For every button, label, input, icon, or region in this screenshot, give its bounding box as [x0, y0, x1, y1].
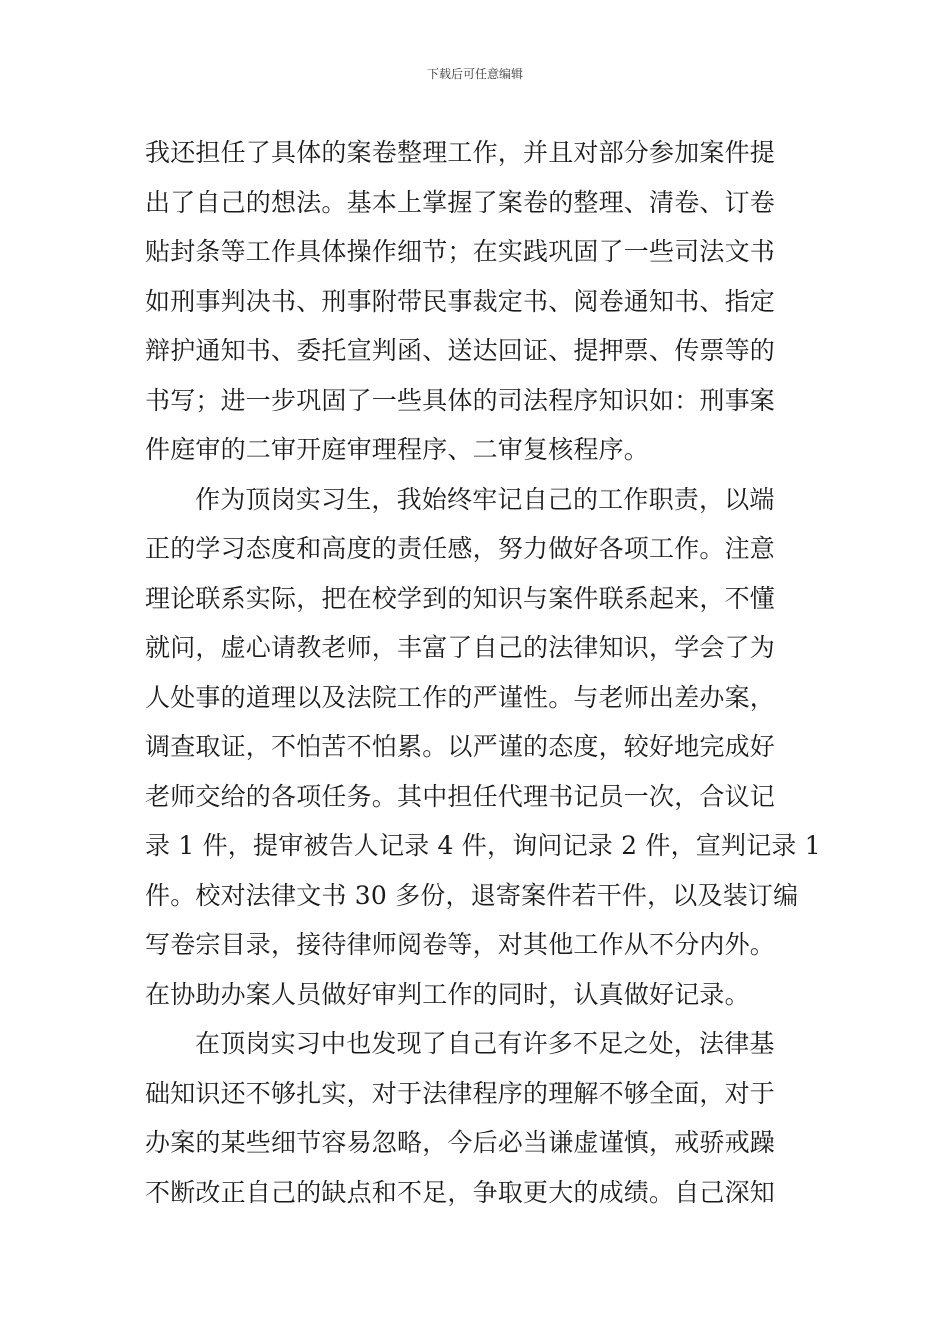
text-line: 在协助办案人员做好审判工作的同时，认真做好记录。 — [145, 979, 750, 1009]
text-line: 人处事的道理以及法院工作的严谨性。与老师出差办案， — [145, 682, 776, 712]
paragraph-1 — [145, 128, 810, 475]
text-line: 录 1 件，提审被告人记录 4 件，询问记录 2 件，宣判记录 1 — [145, 831, 821, 860]
text-line: 如刑事判决书、刑事附带民事裁定书、阅卷通知书、指定 — [145, 286, 776, 316]
text-line: 理论联系实际，把在校学到的知识与案件联系起来，不懂 — [145, 583, 776, 613]
text-line: 件。校对法律文书 30 多份，退寄案件若干件，以及装订编 — [145, 880, 799, 910]
text-line: 贴封条等工作具体操作细节；在实践巩固了一些司法文书 — [145, 237, 776, 266]
text-line: 出了自己的想法。基本上掌握了案卷的整理、清卷、订卷 — [145, 187, 776, 217]
text-line: 我还担任了具体的案卷整理工作，并且对部分参加案件提 — [145, 138, 776, 167]
text-line: 不断改正自己的缺点和不足，争取更大的成绩。自己深知 — [145, 1177, 776, 1207]
text-line: 础知识还不够扎实，对于法律程序的理解不够全面，对于 — [145, 1078, 776, 1108]
text-line: 正的学习态度和高度的责任感，努力做好各项工作。注意 — [145, 534, 776, 563]
text-line: 调查取证，不怕苦不怕累。以严谨的态度，较好地完成好 — [145, 732, 776, 761]
text-line: 老师交给的各项任务。其中担任代理书记员一次，合议记 — [145, 781, 776, 811]
document-body — [145, 128, 821, 1217]
text-line: 在顶岗实习中也发现了自己有许多不足之处，法律基 — [195, 1029, 775, 1058]
text-line: 件庭审的二审开庭审理程序、二审复核程序。 — [145, 435, 650, 464]
text-line: 办案的某些细节容易忽略，今后必当谦虚谨慎，戒骄戒躁 — [145, 1128, 776, 1157]
text-line: 就问，虚心请教老师，丰富了自己的法律知识，学会了为 — [145, 633, 776, 662]
text-line: 作为顶岗实习生，我始终牢记自己的工作职责，以端 — [195, 484, 775, 514]
page-header: 下载后可任意编辑 — [426, 67, 523, 81]
text-line: 书写；进一步巩固了一些具体的司法程序知识如：刑事案 — [145, 385, 776, 415]
text-line: 辩护通知书、委托宣判函、送达回证、提押票、传票等的 — [145, 336, 776, 365]
text-line: 写卷宗目录，接待律师阅卷等，对其他工作从不分内外。 — [145, 930, 776, 959]
paragraph-2 — [145, 475, 821, 1020]
paragraph-3 — [145, 1019, 810, 1217]
